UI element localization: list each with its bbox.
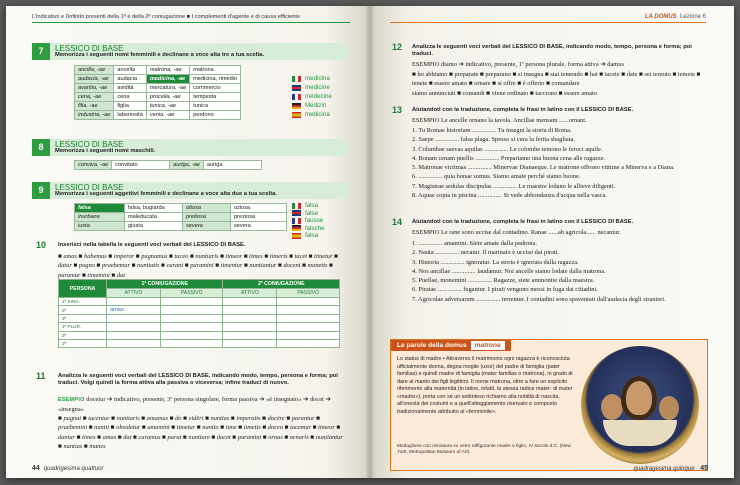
cell: auriga, -ae	[170, 161, 204, 170]
france-flag-icon	[292, 94, 301, 100]
cell: cena	[114, 93, 147, 102]
cell: pretiosa	[183, 213, 231, 222]
exercise-14-example: ESEMPIO Le rane sono uccise dal contadino. Ranae ......ab agricola...... necantur.	[412, 229, 621, 236]
exercise-13-line: 1. Tu Romae historiam ............... Tu insegni la storia di Roma.	[412, 127, 572, 134]
germany-flag-icon	[292, 225, 301, 231]
cell: otiosa	[183, 204, 231, 213]
lexicon-table-9	[74, 203, 287, 231]
translation-fr: médecine	[305, 93, 332, 100]
answer-cell[interactable]	[277, 339, 340, 347]
cell: maleducata	[125, 213, 183, 222]
answer-cell[interactable]	[107, 323, 161, 331]
exercise-9-band	[50, 182, 348, 199]
cell: ancilla, -ae	[75, 66, 114, 75]
translation-flags-9	[292, 202, 325, 240]
exercise-14-line: 6. Piratae ............... fugantur. I pirati vengono messi in fuga dai cittadini.	[412, 286, 598, 294]
culture-box-title	[391, 340, 511, 351]
translation-es: medicina	[305, 111, 330, 118]
cell: mercatura, -ae	[146, 84, 189, 93]
cell: commercio	[190, 84, 241, 93]
cell: convitato	[112, 161, 170, 170]
person-label: 2ª	[59, 306, 107, 315]
cell: figlia	[114, 102, 147, 111]
answer-cell[interactable]	[223, 298, 277, 306]
example-text: docetur ➔ indicativo, presente, 3ª persona singolare, forma passiva ➔ «è insegnato» ➔ docet ➔ «insegna»	[58, 396, 331, 413]
cell: falsa, bugiarda	[125, 204, 183, 213]
exercise-8-instructions: Memorizza i seguenti nomi maschili.	[55, 148, 156, 154]
exercise-14-line: 1. ............... amamini. Siete amate dalla padrona.	[412, 240, 537, 247]
col-2nd-conj: 2ª CONIUGAZIONE	[223, 280, 340, 289]
exercise-13-instructions: Aiutandoti con la traduzione, completa le frasi in latino con il LESSICO DI BASE.	[412, 107, 634, 113]
page-number-latin: quadrigesima quattuor	[43, 466, 104, 472]
exercise-8-band	[50, 139, 348, 156]
book-section: LA DOMUS	[644, 14, 677, 20]
exercise-14-line: 5. Puellae, monemini ............... Ragazze, siete ammonite dalla maestra.	[412, 277, 595, 285]
exercise-11-instructions: Analizza le seguenti voci verbali del LESSICO DI BASE, indicando modo, tempo, persona e forma; poi traduci. Volgi quindi la forma attiva alla passiva o viceversa; infine traduci di nuovo.	[58, 373, 338, 387]
box-tag: matrona	[471, 341, 505, 350]
translation-it: medicina	[305, 75, 330, 82]
portrait-drapery	[603, 420, 677, 446]
exercise-number-10: 10	[36, 240, 47, 250]
translation-es: falsa	[305, 232, 319, 240]
germany-flag-icon	[292, 103, 301, 109]
answer-cell[interactable]	[277, 323, 340, 331]
answer-cell[interactable]	[223, 331, 277, 339]
uk-flag-icon	[292, 210, 301, 216]
right-running-header	[390, 14, 706, 23]
cell: tempesta	[190, 93, 241, 102]
cell: audacia	[114, 75, 147, 84]
exercise-8-title: LESSICO DI BASE	[55, 140, 124, 149]
exercise-number-11: 11	[36, 371, 46, 381]
exercise-number-7: 7	[32, 43, 50, 60]
person-label: 3ª	[59, 315, 107, 323]
exercise-11-example	[58, 395, 348, 414]
cell: inurbana	[75, 213, 125, 222]
exercise-7-title: LESSICO DI BASE	[55, 44, 124, 53]
cell: avaritia, -ae	[75, 84, 114, 93]
page-number-latin: quadragesima quinque	[633, 466, 695, 472]
exercise-13-example: ESEMPIO Le ancelle ornano la tavola. Ancillae mensam ......ornant.	[412, 117, 587, 124]
box-title-text: Le parole della domus	[397, 342, 467, 349]
left-running-header: L'indicativo e l'infinito presenti della 1ª e della 2ª coniugazione ■ I complementi d'agente e di causa efficiente	[32, 14, 350, 23]
cell: conviva, -ae	[75, 161, 112, 170]
translation-en: medicine	[305, 84, 330, 91]
translation-flags-7	[292, 74, 332, 119]
lexicon-table-8	[74, 160, 262, 170]
cell: ancella	[114, 66, 147, 75]
exercise-number-12: 12	[392, 42, 403, 52]
answer-cell[interactable]	[277, 315, 340, 323]
col-1st-conj: 1ª CONIUGAZIONE	[107, 280, 223, 289]
page-number: 44	[32, 465, 40, 472]
answer-cell[interactable]	[160, 315, 223, 323]
right-page	[370, 6, 734, 478]
cell-highlighted: falsa	[75, 204, 125, 213]
exercise-13-line: 7. Magistrae sedulas discipulas ............... Le maestre lodano le allieve diligenti.	[412, 182, 616, 190]
exercise-12-items	[412, 70, 706, 98]
lesson-label: Lezione 6	[679, 14, 706, 20]
answer-cell[interactable]	[160, 323, 223, 331]
cell: tunica	[190, 102, 241, 111]
cell: procella, -ae	[146, 93, 189, 102]
cell-highlighted: medicina, -ae	[146, 75, 189, 84]
answer-cell[interactable]	[107, 315, 161, 323]
person-label: 1ª PLUR.	[59, 323, 107, 331]
answer-cell[interactable]	[107, 331, 161, 339]
cell: matrona, -ae	[146, 66, 189, 75]
italy-flag-icon	[292, 203, 301, 209]
exercise-number-13: 13	[392, 105, 403, 115]
exercise-14-instructions: Aiutandoti con la traduzione, completa le frasi in latino con il LESSICO DI BASE.	[412, 219, 634, 225]
exercise-12-line: ■ ho abbiamo ■ preparate ■ preparano ■ si insegna ■ stai temendo ■ hai ■ tacete ■ date ■ sei temuto ■ temete ■ tenete ■ essere amato ■ ornare ■ si offre ■ è offerto ■ comandare	[412, 71, 701, 88]
conjugation-table	[58, 279, 340, 348]
cell: auriga	[203, 161, 261, 170]
book-gutter	[365, 6, 375, 478]
person-label: 3ª	[59, 339, 107, 347]
exercise-14-line: 7. Agricolae adversarum ............... terrentur. I contadini sono spaventati dall'audacia degli stranieri.	[412, 295, 666, 303]
cell: cena, -ae	[75, 93, 114, 102]
sub-passivo: PASSIVO	[160, 289, 223, 298]
exercise-12-instructions: Analizza le seguenti voci verbali del LESSICO DI BASE, indicando modo, tempo, persona e forma; poi traduci.	[412, 44, 692, 58]
sub-attivo: ATTIVO	[107, 289, 161, 298]
exercise-13-line: 4. Bonam cenam puellis ............... Prepariamo una buona cena alle ragazze.	[412, 154, 606, 162]
exercise-13-line: 5. Matronae victimas ............... Minervae Dianaeque. Le matrone offrono vittime a Minerva e a Diana.	[412, 164, 675, 172]
answer-cell[interactable]	[277, 306, 340, 315]
sub-attivo: ATTIVO	[223, 289, 277, 298]
exercise-14-line: 3. Historia ............... ignoratur. La storia è ignorata dalla ragazza.	[412, 258, 579, 266]
exercise-7-instructions: Memorizza i seguenti nomi femminili e declinane a voce alta tre a tua scelta.	[55, 52, 265, 58]
answer-cell[interactable]	[223, 339, 277, 347]
exercise-11-items: ■ pugnat ■ tacentur ■ nuntiaris ■ amamus ■ do ■ vidēri ■ nuntias ■ imperatis ■ docēre ■ parantur ■ praebemini ■ nuntii ■ obsidetur ■ amamini ■ timetur ■ nuntio ■ time ■ timetis ■ doceo ■ tacemur ■ timeor ■ dantur ■ times ■ amas ■ dat ■ curamus ■ parat ■ nuntiare ■ docet ■ paramini ■ ornas ■ ornaris ■ nuntiantur ■ nuntias ■ manes	[58, 415, 343, 450]
cell: avidità	[114, 84, 147, 93]
translation-en: false	[305, 209, 319, 217]
exercise-12-line: siamo annunciati ■ comandi ■ viene ordinato ■ tacciono ■ essere amato	[412, 89, 597, 97]
portrait-figure	[659, 396, 679, 420]
answer-cell[interactable]	[223, 306, 277, 315]
culture-box-text: Lo status di madre ▪ Attraverso il matrimonio ogni ragazza è riconosciuta ufficialmente donna, degna moglie (uxor) del padre di famiglia (pater familias) e quindi madre di famiglia (mater familias o matrona), in grado di dare al marito dei figli legittimi. Il nome matrona, oltre a fare un esplicito riferimento alla maternità (in latino, infatti, la stessa radice mater- di mater «madre»), porta con sé un sottinteso richiamo alla nobiltà di nascita, all'onestà dei costumi e a quell'atteggiamento riservato e composto tradizionalmente attribuito al «femminile».	[397, 356, 573, 415]
exercise-13-line: 2. Saepe ............... falsa plaga. Spesso si cura la ferita sbagliata.	[412, 136, 575, 144]
cell: laboriosità	[114, 111, 147, 120]
exercise-9-instructions: Memorizza i seguenti aggettivi femminili e declinane a voce alta due a tua scelta.	[55, 191, 277, 197]
lexicon-table-7	[74, 65, 241, 120]
answer-cell[interactable]	[160, 306, 223, 315]
answer-cell[interactable]	[107, 339, 161, 347]
exercise-7-band	[50, 43, 348, 60]
translation-de: Medizin	[305, 102, 327, 109]
exercise-14-line: 2. Nauta ............... necatur. Il marinaio è ucciso dai pirati.	[412, 249, 560, 257]
exercise-12-example: ESEMPIO diamo ➔ indicativo, presente, 1ª persona plurale, forma attiva ➔ damus	[412, 61, 624, 68]
exercise-13-line: 8. Aquae copia in piscina ............... Si vede abbondanza d'acqua nella vasca.	[412, 191, 607, 199]
page-number: 45	[700, 465, 708, 472]
exercise-9-title: LESSICO DI BASE	[55, 183, 124, 192]
spain-flag-icon	[292, 233, 301, 239]
answer-cell[interactable]: amas	[107, 306, 161, 315]
spain-flag-icon	[292, 112, 301, 118]
col-persona: PERSONA	[59, 280, 107, 298]
portrait-figure	[601, 394, 623, 420]
cell: perdono	[190, 111, 241, 120]
answer-cell[interactable]	[277, 331, 340, 339]
cell: medicina, rimedio	[190, 75, 241, 84]
exercise-13-items	[412, 126, 706, 200]
exercise-14-items	[412, 239, 706, 304]
exercise-14-line: 4. Nos ancillae ............... laudamur. Noi ancelle siamo lodate dalla matrona.	[412, 267, 606, 275]
portrait-figure	[621, 376, 657, 420]
cell: tunica, -ae	[146, 102, 189, 111]
example-label: ESEMPIO	[58, 397, 85, 403]
cell: severa	[231, 222, 287, 231]
sub-passivo: PASSIVO	[277, 289, 340, 298]
right-footer	[633, 465, 708, 472]
answer-cell[interactable]	[160, 339, 223, 347]
cell: severa	[183, 222, 231, 231]
cell: iusta	[75, 222, 125, 231]
exercise-10-items: ■ amas ■ habemus ■ imperor ■ pugnamus ■ taceo ■ nuntiaris ■ timeor ■ times ■ timeris ■ tacet ■ timetur ■ datur ■ pugno ■ praebemur ■ nuntiatis ■ curant ■ paramini ■ timentur ■ nuntiantur ■ docent ■ manetis ■ paramur ■ timemini ■ dat	[58, 253, 339, 279]
person-label: 2ª	[59, 331, 107, 339]
exercise-13-line: 3. Columbae saevas aquilas ............... Le colombe temono le feroci aquile.	[412, 145, 603, 153]
exercise-10-instructions: Inserisci nella tabella le seguenti voci verbali del LESSICO DI BASE.	[58, 242, 246, 248]
translation-de: falsche	[305, 224, 325, 232]
exercise-number-14: 14	[392, 217, 403, 227]
exercise-13-line: 6. ............... quia bonae sumus. Siamo amate perché siamo buone.	[412, 173, 581, 181]
italy-flag-icon	[292, 76, 301, 82]
book-spread	[6, 6, 734, 478]
exercise-number-9: 9	[32, 182, 50, 199]
cell: preziosa	[231, 213, 287, 222]
answer-cell[interactable]	[277, 298, 340, 306]
cell: venia, -ae	[146, 111, 189, 120]
answer-cell[interactable]	[160, 298, 223, 306]
answer-cell[interactable]	[223, 323, 277, 331]
uk-flag-icon	[292, 85, 301, 91]
person-label: 1ª SING.	[59, 298, 107, 306]
cell: giusta	[125, 222, 183, 231]
translation-it: falsa	[305, 202, 319, 210]
culture-box	[390, 339, 708, 471]
left-page	[6, 6, 370, 478]
answer-cell[interactable]	[107, 298, 161, 306]
cell: industria, -ae	[75, 111, 114, 120]
answer-cell[interactable]	[223, 315, 277, 323]
cell: audacia, -ae	[75, 75, 114, 84]
left-footer	[32, 465, 104, 472]
exercise-number-8: 8	[32, 139, 50, 156]
cell: filia, -ae	[75, 102, 114, 111]
cell: oziosa	[231, 204, 287, 213]
gold-glass-medallion-image	[581, 346, 699, 464]
image-caption: Medaglione con miniatura su vetro raffigurante madre e figlio, IV secolo d.C. (New York, Metropolitan Museum of Art).	[397, 444, 572, 456]
france-flag-icon	[292, 218, 301, 224]
cell: matrona	[190, 66, 241, 75]
translation-fr: fausse	[305, 217, 324, 225]
answer-cell[interactable]	[160, 331, 223, 339]
